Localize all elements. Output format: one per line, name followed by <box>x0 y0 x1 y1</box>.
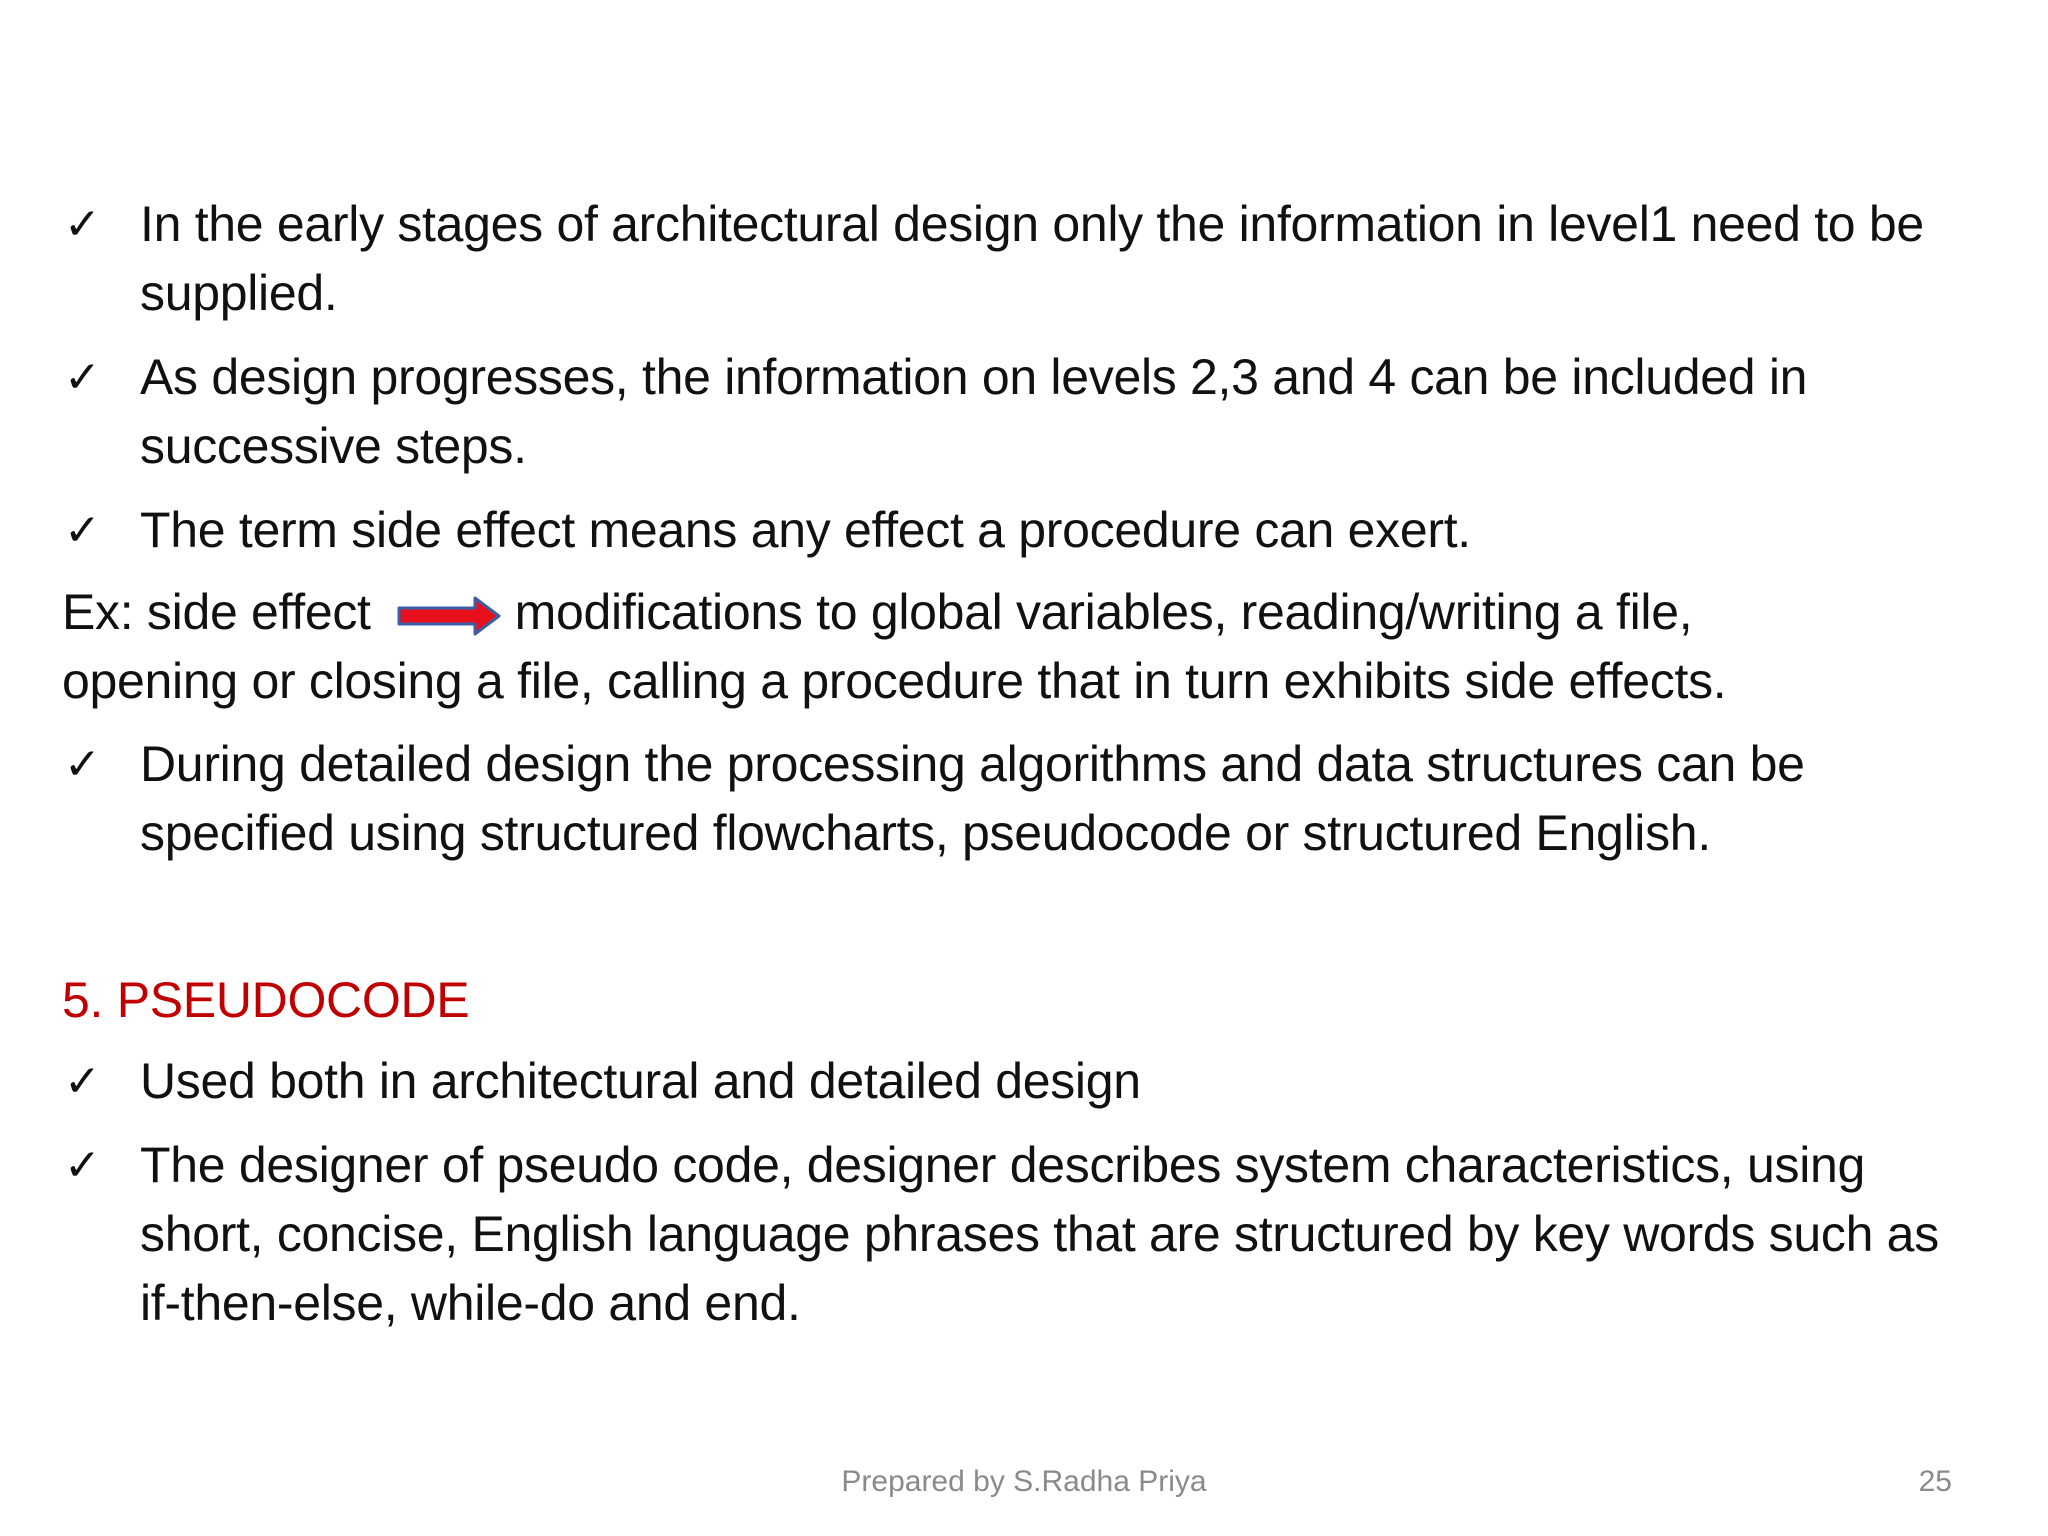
bullet-text: During detailed design the processing algorithms and data structures can be specified using structured flowcharts, pseudocode or structured English. <box>140 736 1805 861</box>
bullet-designer-pseudocode <box>62 1131 1962 1338</box>
checkmark-icon: ✓ <box>64 199 101 250</box>
bullet-side-effect-term <box>62 496 1962 565</box>
checkmark-icon: ✓ <box>64 352 101 403</box>
bullet-text: In the early stages of architectural design only the information in level1 need to be supplied. <box>140 196 1924 321</box>
example-prefix: Ex: side effect <box>62 584 371 640</box>
checkmark-icon: ✓ <box>64 1056 101 1107</box>
checkmark-icon: ✓ <box>64 1140 101 1191</box>
bullet-design-progresses <box>62 343 1962 481</box>
example-line-2: opening or closing a file, calling a procedure that in turn exhibits side effects. <box>62 653 1727 709</box>
example-line-1 <box>62 578 1962 647</box>
bullet-used-both <box>62 1047 1962 1116</box>
page-number: 25 <box>1918 1465 1952 1498</box>
bullet-text: The term side effect means any effect a procedure can exert. <box>140 502 1471 558</box>
checkmark-icon: ✓ <box>64 739 101 790</box>
footer-credit: Prepared by S.Radha Priya <box>841 1465 1207 1498</box>
right-arrow-icon <box>397 595 501 637</box>
example-text: modifications to global variables, reading/writing a file, <box>514 584 1693 640</box>
bullet-text: The designer of pseudo code, designer describes system characteristics, using short, concise, English language phrases that are structured by key words such as if-then-else, while-do and end. <box>140 1137 1939 1331</box>
bullet-detailed-design <box>62 730 1962 868</box>
example-side-effect <box>62 578 1962 716</box>
bullet-text: Used both in architectural and detailed design <box>140 1053 1141 1109</box>
checkmark-icon: ✓ <box>64 505 101 556</box>
bullet-early-stages <box>62 190 1962 328</box>
section-heading: 5. PSEUDOCODE <box>62 972 470 1028</box>
bullet-text: As design progresses, the information on levels 2,3 and 4 can be included in successive steps. <box>140 349 1808 474</box>
